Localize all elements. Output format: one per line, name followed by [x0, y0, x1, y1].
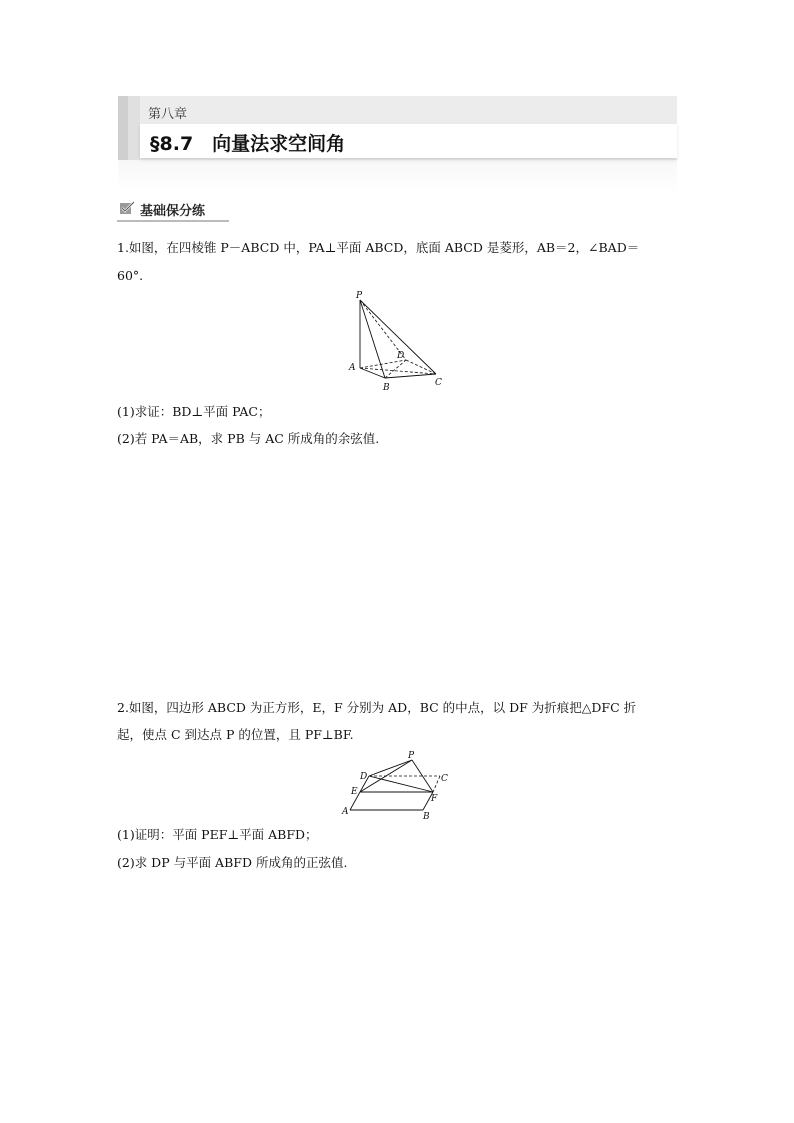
title-box — [140, 124, 677, 158]
problem-2-part-1: (1)证明：平面 PEF⊥平面 ABFD； — [117, 827, 318, 842]
label-d: D — [360, 772, 368, 782]
edge-ad — [360, 360, 406, 368]
header-accent-bar-light — [128, 96, 140, 160]
problem-1-stem-line2: 60°. — [117, 268, 144, 283]
label-p: P — [408, 751, 415, 761]
section-tag — [117, 198, 229, 222]
checkbox-icon — [119, 200, 136, 215]
problem-2-part-2: (2)求 DP 与平面 ABFD 所成角的正弦值. — [117, 855, 348, 870]
label-f: F — [431, 794, 438, 804]
label-a: A — [349, 363, 356, 373]
header-panel — [118, 96, 677, 160]
problem-1-part-1: (1)求证：BD⊥平面 PAC； — [117, 404, 271, 419]
chapter-label: 第八章 — [148, 107, 188, 122]
label-p: P — [356, 291, 363, 301]
label-a: A — [342, 807, 349, 817]
diagonal-bd — [385, 360, 406, 378]
page-title: §8.7 向量法求空间角 — [150, 133, 346, 155]
chapter-header — [118, 96, 677, 192]
edge-cf — [433, 776, 440, 792]
label-c: C — [435, 378, 442, 388]
pyramid-figure — [340, 286, 450, 396]
edge-df — [369, 776, 433, 792]
problem-1-stem-line1: 1.如图，在四棱锥 P－ABCD 中，PA⊥平面 ABCD，底面 ABCD 是菱形，AB＝2，∠BAD＝ — [117, 240, 640, 255]
edge-bc — [385, 374, 436, 378]
header-accent-bar — [118, 96, 128, 160]
label-e: E — [351, 787, 358, 797]
section-label: 基础保分练 — [140, 204, 206, 219]
label-b: B — [423, 812, 430, 820]
label-d: D — [397, 351, 405, 361]
label-b: B — [383, 383, 390, 393]
problem-1-part-2: (2)若 PA＝AB，求 PB 与 AC 所成角的余弦值. — [117, 431, 380, 446]
label-c: C — [441, 774, 448, 784]
problem-2-stem-line1: 2.如图，四边形 ABCD 为正方形，E，F 分别为 AD，BC 的中点，以 DF 为折痕把△DFC 折 — [117, 700, 637, 715]
fold-figure — [334, 748, 454, 820]
problem-2-stem-line2: 起，使点 C 到达点 P 的位置，且 PF⊥BF. — [117, 727, 354, 742]
